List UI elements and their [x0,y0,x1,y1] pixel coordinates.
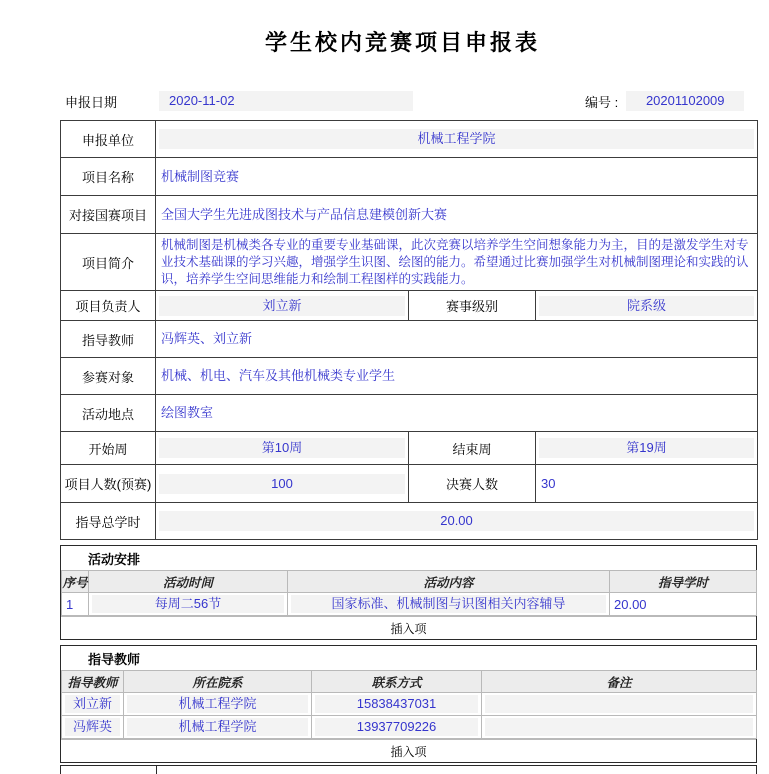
activity-col-no: 序号 [62,571,89,593]
project-intro-field[interactable]: 机械制图是机械类各专业的重要专业基础课，此次竞赛以培养学生空间想象能力为主，目的是激发学生对专业技术基础课的学习兴趣，增强学生识图、绘图的能力。希望通过比赛加强学生对机械制图理论和实践的认识，培养学生空间思维能力和绘制工程图样的实践能力。 [161,237,749,286]
teacher-remark-field[interactable] [485,718,753,736]
project-leader-field[interactable]: 刘立新 [159,296,405,316]
teacher-phone-field[interactable]: 15838437031 [315,695,478,713]
total-hours-label: 指导总学时 [61,503,156,540]
project-intro-label: 项目简介 [61,234,156,291]
total-hours-field[interactable]: 20.00 [159,511,754,531]
national-match-label: 对接国赛项目 [61,196,156,234]
activity-row [62,593,757,616]
activity-place-label: 活动地点 [61,395,156,432]
activity-place-field[interactable]: 绘图教室 [161,405,214,420]
activity-section [60,545,757,640]
activity-no-field[interactable]: 1 [66,596,74,612]
activity-section-title: 活动安排 [88,552,141,567]
activity-hours-field[interactable]: 20.00 [614,596,647,612]
competition-level-field[interactable]: 院系级 [539,296,754,316]
end-week-field[interactable]: 第19周 [539,438,754,458]
page-title: 学生校内竞赛项目申报表 [264,30,540,55]
teacher-section [60,645,757,763]
declare-unit-label: 申报单位 [61,121,156,158]
teacher-name-field[interactable]: 刘立新 [65,695,120,713]
main-form-table [60,120,758,540]
activity-col-time: 活动时间 [89,571,288,593]
project-name-label: 项目名称 [61,158,156,196]
activity-content-field[interactable]: 国家标准、机械制图与识图相关内容辅导 [291,595,606,613]
competition-level-label: 赛事级别 [409,291,536,321]
next-section-label-cell [61,766,157,774]
teacher-insert-button[interactable]: 插入项 [61,739,756,762]
teacher-remark-field[interactable] [485,695,753,713]
next-section-cutoff [60,765,757,774]
activity-insert-button[interactable]: 插入项 [61,616,756,639]
application-date-label: 申报日期 [65,94,118,110]
teacher-row [62,693,757,716]
participants-label: 参赛对象 [61,358,156,395]
final-count-field[interactable]: 30 [541,475,556,491]
participants-field[interactable]: 机械、机电、汽车及其他机械类专业学生 [161,368,396,383]
teacher-dept-field[interactable]: 机械工程学院 [127,695,308,713]
meta-row [65,91,769,111]
teacher-section-title: 指导教师 [88,652,141,667]
activity-time-field[interactable]: 每周二56节 [92,595,284,613]
activity-col-hours: 指导学时 [610,571,757,593]
prelim-count-field[interactable]: 100 [159,474,405,494]
teacher-table [61,670,757,739]
project-name-field[interactable]: 机械制图竞赛 [161,168,240,184]
form-number-field[interactable]: 20201102009 [626,91,744,111]
guide-teachers-label: 指导教师 [61,321,156,358]
teacher-col-phone: 联系方式 [312,671,482,693]
end-week-label: 结束周 [409,432,536,465]
teacher-dept-field[interactable]: 机械工程学院 [127,718,308,736]
teacher-name-field[interactable]: 冯辉英 [65,718,120,736]
application-date-field[interactable]: 2020-11-02 [159,91,413,111]
final-count-label: 决赛人数 [409,465,536,503]
activity-table [61,570,757,616]
form-number-label: 编号 : [585,94,619,110]
teacher-phone-field[interactable]: 13937709226 [315,718,478,736]
guide-teachers-field[interactable]: 冯辉英、刘立新 [161,331,253,346]
teacher-col-dept: 所在院系 [124,671,312,693]
teacher-col-name: 指导教师 [62,671,124,693]
teacher-col-remark: 备注 [482,671,757,693]
declare-unit-field[interactable]: 机械工程学院 [159,129,754,149]
national-match-field[interactable]: 全国大学生先进成图技术与产品信息建模创新大赛 [161,206,448,222]
start-week-field[interactable]: 第10周 [159,438,405,458]
activity-col-content: 活动内容 [288,571,610,593]
project-leader-label: 项目负责人 [61,291,156,321]
prelim-count-label: 项目人数(预赛) [61,465,156,503]
start-week-label: 开始周 [61,432,156,465]
teacher-row [62,716,757,739]
